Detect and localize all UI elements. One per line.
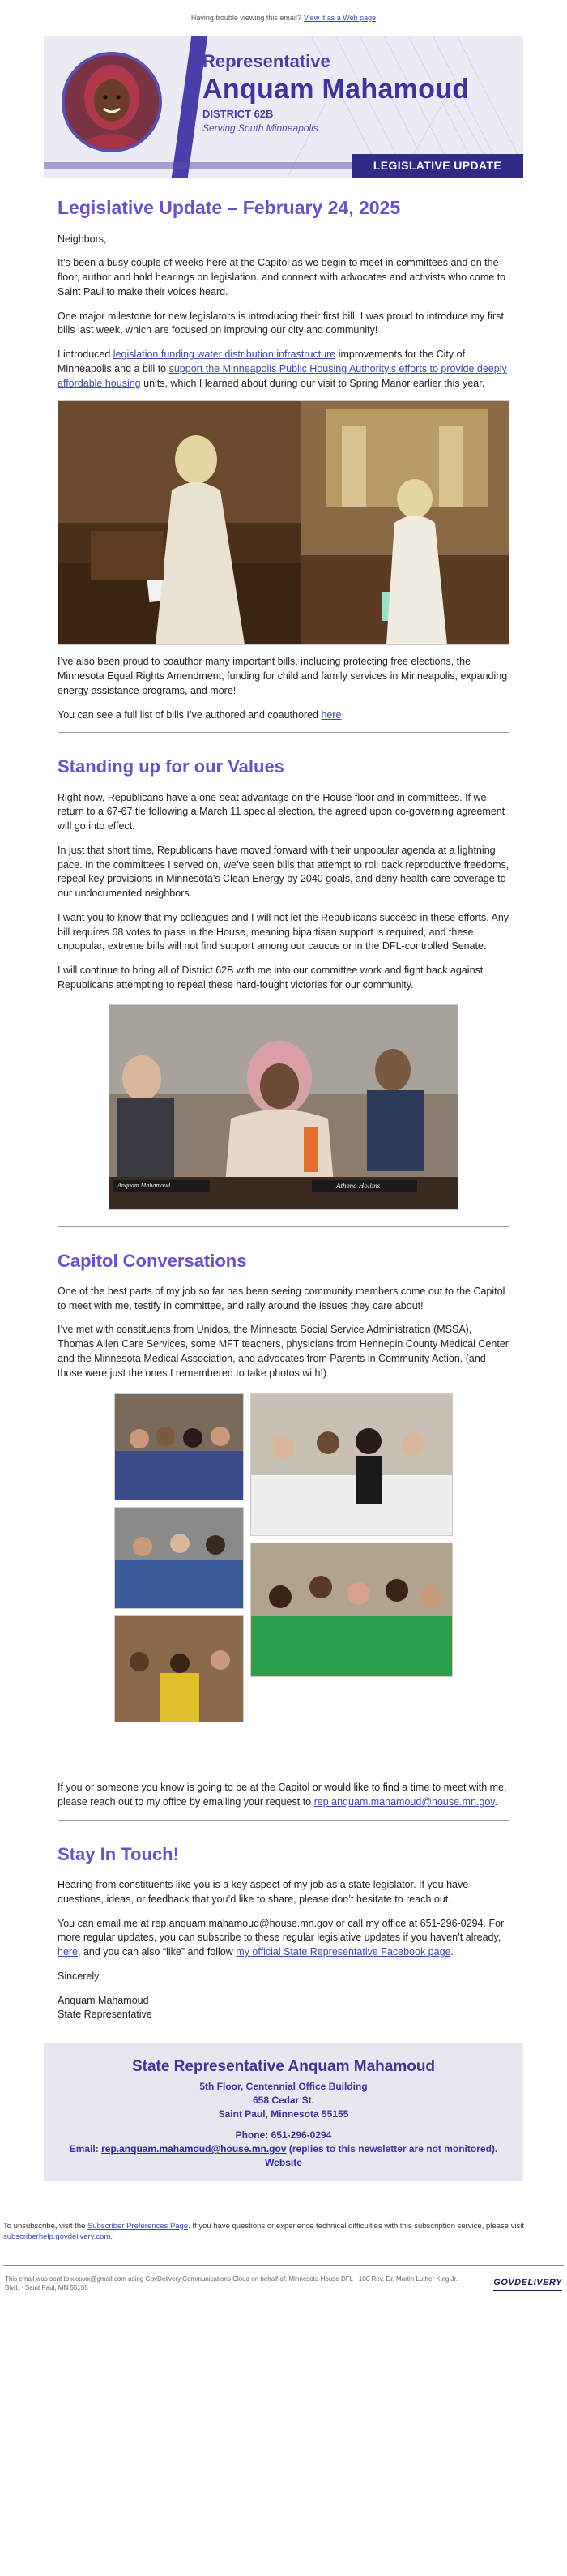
delivery-footer <box>0 2275 567 2312</box>
office-email-link[interactable]: rep.anquam.mahamoud@house.mn.gov <box>313 1796 495 1808</box>
footer-email <box>60 2142 507 2156</box>
section-divider <box>58 732 509 733</box>
bills-list-link[interactable]: here <box>321 708 342 721</box>
section-title-stay-in-touch: Stay In Touch! <box>58 1843 179 1864</box>
greeting: Neighbors, <box>58 233 107 245</box>
footer-email-link[interactable]: rep.anquam.mahamoud@house.mn.gov <box>101 2143 287 2155</box>
text: You can see a full list of bills I’ve authored and coauthored <box>58 708 322 721</box>
gallery-photo <box>114 1615 244 1722</box>
footer-website-link[interactable]: Website <box>265 2157 302 2169</box>
values-paragraph-2: In just that short time, Republicans have moved forward with their unpopular agenda at a lightning pace. In the committees I served on, we’ve seen bills that attempt to roll back reproductive freedoms, repeal key provisions in Minnesota’s Clean Energy by 2040 goals, and deny health care coverage to our undocumented neighbors. <box>58 844 509 900</box>
affordable-housing-link[interactable]: support the Minneapolis Public Housing Authority’s efforts to provide deeply affordable housing <box>58 362 507 389</box>
banner-accent-line <box>44 162 352 169</box>
signature-name: Anquam Mahamoud <box>58 1994 149 2006</box>
water-infrastructure-link[interactable]: legislation funding water distribution infrastructure <box>113 349 336 361</box>
content-column <box>44 195 523 2022</box>
bill-signing-photo <box>58 400 509 645</box>
legislative-update-bar: LEGISLATIVE UPDATE <box>352 154 523 178</box>
section-title-capitol: Capitol Conversations <box>58 1250 247 1271</box>
banner-title-line1: Representative <box>202 51 330 71</box>
values-paragraph-3: I want you to know that my colleagues and I will not let the Republicans succeed in these efforts. Any bill requires 68 votes to pass in the House, meaning bipartisan support is required, and these unpopular, extreme bills will not find support among our caucus or in the DFL-controlled Senate. <box>58 911 509 952</box>
subscribe-link[interactable]: here <box>58 1946 79 1958</box>
capitol-paragraph-1: One of the best parts of my job so far has been seeing community members come out to the Capitol to meet with me, testify in committee, and rally around the issues they care about! <box>58 1285 505 1312</box>
web-view-notice <box>0 0 567 36</box>
gallery-photo <box>250 1543 453 1677</box>
section-divider <box>58 1226 509 1227</box>
unsubscribe-notice <box>0 2222 567 2243</box>
subscriber-help-link[interactable]: subscriberhelp.govdelivery.com <box>3 2232 111 2241</box>
text: . <box>494 1796 498 1808</box>
capitol-paragraph-2: I’ve met with constituents from Unidos, the Minnesota Social Service Administration (MSSA), Thomas Allen Care Services, some MFT teachers, physicians from Hennepin County Medical Center and the Minnesota Medical Association, and advocates from Parents in Community Action. (and those were just the ones I remembered to take photos with!) <box>58 1324 509 1379</box>
contact-footer <box>44 2043 523 2181</box>
web-view-text: Having trouble viewing this email? <box>190 13 301 22</box>
footer-address-2: 658 Cedar St. <box>252 2094 315 2106</box>
text: . <box>341 708 344 721</box>
text: . <box>110 2232 113 2241</box>
text: improvements for the City of Minneapolis and a bill to <box>58 349 466 374</box>
touch-paragraph-2 <box>58 1917 509 1960</box>
photo-gallery <box>114 1393 453 1768</box>
section-title-values: Standing up for our Values <box>58 756 284 777</box>
banner-district: DISTRICT 62B <box>202 108 274 120</box>
intro-paragraph-1: It’s been a busy couple of weeks here at the Capitol as we begin to meet in committees and on the floor, author and hold hearings on legislation, and connect with advocates and activists who come to Saint Paul to make their voices heard. <box>58 257 506 297</box>
footer-email-label: Email: <box>69 2143 102 2155</box>
signature-title: State Representative <box>58 2009 152 2021</box>
sign-off: Sincerely, <box>58 1970 101 1982</box>
govdelivery-logo: GOVDELIVERY <box>493 2277 562 2291</box>
bills-list-paragraph <box>58 708 509 723</box>
footer-email-note: (replies to this newsletter are not monitored). <box>286 2143 498 2155</box>
delivery-text: This email was sent to xxxxxx@gmail.com using GovDelivery Communications Cloud on behalf of: Minnesota House DFL · 100 Rev. Dr. Martin Luther King Jr. Blvd. · Saint Paul, MN 55155 <box>5 2275 458 2291</box>
gallery-photo <box>114 1507 244 1609</box>
footer-name: State Representative Anquam Mahamoud <box>131 2058 436 2076</box>
text: If you or someone you know is going to be at the Capitol or would like to find a time to meet with me, please reach out to my office by emailing your request to <box>58 1782 507 1808</box>
nameplate-mahamoud: Anquam Mahamoud <box>117 1181 171 1189</box>
page-title: Legislative Update – February 24, 2025 <box>58 197 401 218</box>
text: I introduced <box>58 349 113 361</box>
gallery-photo <box>250 1393 453 1536</box>
values-paragraph-4: I will continue to bring all of District 62B with me into our committee work and fight back against Republicans attempting to repeal these hard-fought victories for our community. <box>58 965 484 991</box>
capitol-paragraph-3 <box>58 1781 509 1810</box>
touch-paragraph-1: Hearing from constituents like you is a key aspect of my job as a state legislator. If you have questions, ideas, or feedback that you’d like to share, please don’t hesitate to reach out. <box>58 1879 469 1905</box>
values-paragraph-1: Right now, Republicans have a one-seat advantage on the House floor and in committees. If we return to a 67-67 tie following a March 11 special election, the agreed upon co-governing agreement will go into effect. <box>58 791 505 832</box>
header-banner <box>44 36 523 178</box>
avatar <box>62 52 162 152</box>
gallery-photo <box>114 1393 244 1500</box>
footer-phone: Phone: 651-296-0294 <box>235 2129 332 2142</box>
email-body <box>44 36 523 2181</box>
banner-serving: Serving South Minneapolis <box>202 122 318 134</box>
intro-paragraph-3 <box>58 348 509 391</box>
banner-title-line2: Anquam Mahamoud <box>202 74 470 105</box>
text: You can email me at rep.anquam.mahamoud@house.mn.gov or call my office at 651-296-0294. For more regular updates, you can subscribe to these regular legislative updates if you haven’t already, <box>58 1917 505 1944</box>
footer-address-3: Saint Paul, Minnesota 55155 <box>218 2107 349 2120</box>
section-divider <box>58 1820 509 1821</box>
facebook-page-link[interactable]: my official State Representative Facebook page <box>236 1946 451 1958</box>
committee-photo <box>109 1004 458 1210</box>
nameplate-hollins: Athena Hollins <box>336 1181 381 1190</box>
text: To unsubscribe, visit the <box>3 2221 88 2231</box>
text: . <box>450 1946 454 1958</box>
web-view-link[interactable]: View it as a Web page <box>303 13 377 22</box>
text: , and you can also “like” and follow <box>78 1946 237 1958</box>
subscriber-preferences-link[interactable]: Subscriber Preferences Page <box>87 2221 189 2231</box>
text: units, which I learned about during our visit to Spring Manor earlier this year. <box>140 377 485 389</box>
footer-divider <box>3 2265 564 2266</box>
text: . If you have questions or experience technical difficulties with this subscription service, please visit <box>188 2221 524 2231</box>
intro-paragraph-2: One major milestone for new legislators is introducing their first bill. I was proud to introduce my first bills last week, which are focused on improving our city and community! <box>58 310 504 336</box>
coauthor-paragraph: I’ve also been proud to coauthor many important bills, including protecting free elections, the Minnesota Equal Rights Amendment, funding for child and family services in Minneapolis, expanding energy assistance programs, and more! <box>58 656 508 696</box>
footer-address-1: 5th Floor, Centennial Office Building <box>199 2081 368 2093</box>
